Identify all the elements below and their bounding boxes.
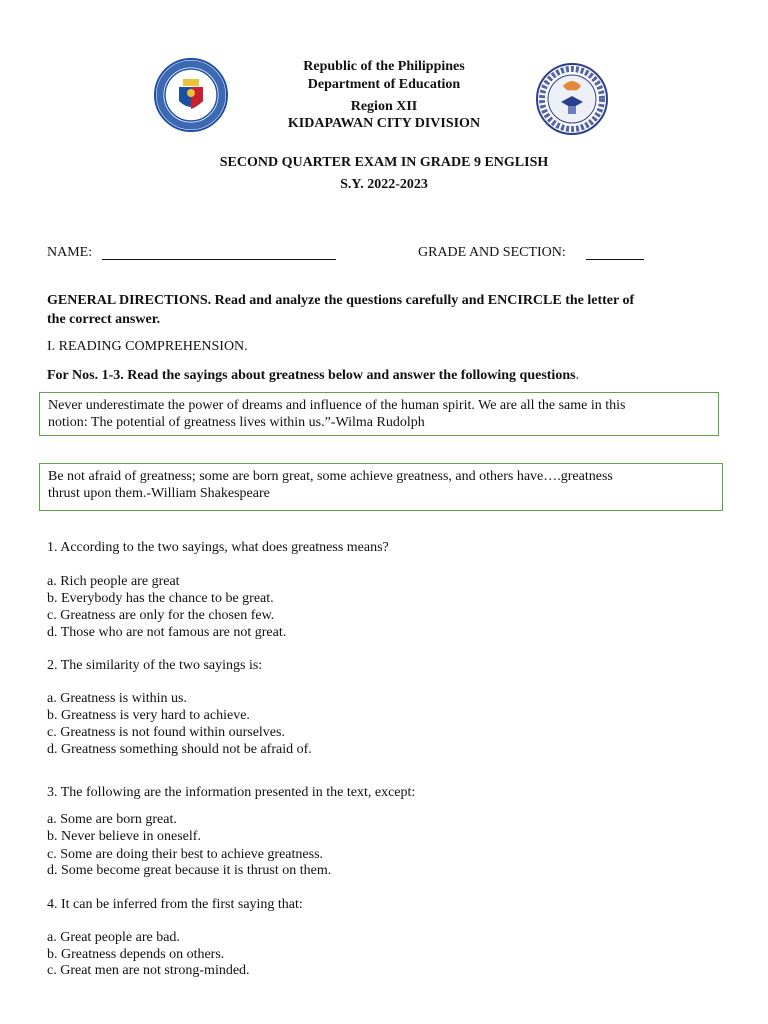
header-department: Department of Education bbox=[307, 77, 461, 92]
header-region: Region XII bbox=[350, 99, 418, 114]
instruction bbox=[47, 368, 579, 384]
question-4: 4. It can be inferred from the first saying that: bbox=[47, 897, 303, 912]
q4-option-c[interactable]: c. Great men are not strong-minded. bbox=[47, 963, 250, 978]
grade-section-blank-line[interactable] bbox=[586, 259, 644, 260]
section-heading: I. READING COMPREHENSION. bbox=[47, 339, 248, 354]
q1-option-b[interactable]: b. Everybody has the chance to be great. bbox=[47, 591, 274, 606]
exam-title: SECOND QUARTER EXAM IN GRADE 9 ENGLISH bbox=[219, 155, 549, 170]
name-label: NAME: bbox=[47, 245, 93, 260]
quote-shakespeare-line1: Be not afraid of greatness; some are born great, some achieve greatness, and others have….greatness bbox=[48, 469, 613, 484]
q3-option-d[interactable]: d. Some become great because it is thrust on them. bbox=[47, 863, 332, 878]
quote-rudolph-line2: notion: The potential of greatness lives within us.”-Wilma Rudolph bbox=[48, 415, 425, 430]
instruction-period: . bbox=[575, 368, 580, 383]
q4-option-a[interactable]: a. Great people are bad. bbox=[47, 930, 180, 945]
general-directions-line2: the correct answer. bbox=[47, 312, 161, 327]
q2-option-a[interactable]: a. Greatness is within us. bbox=[47, 691, 187, 706]
question-2: 2. The similarity of the two sayings is: bbox=[47, 658, 263, 673]
quote-rudolph-line1: Never underestimate the power of dreams and influence of the human spirit. We are all the same in this bbox=[48, 398, 626, 413]
q4-option-b[interactable]: b. Greatness depends on others. bbox=[47, 947, 225, 962]
q3-option-b[interactable]: b. Never believe in oneself. bbox=[47, 829, 201, 844]
q1-option-d[interactable]: d. Those who are not famous are not great. bbox=[47, 625, 287, 640]
quote-box-shakespeare bbox=[39, 463, 723, 511]
grade-section-label: GRADE AND SECTION: bbox=[418, 245, 566, 260]
question-1: 1. According to the two sayings, what does greatness means? bbox=[47, 540, 389, 555]
q3-option-c[interactable]: c. Some are doing their best to achieve greatness. bbox=[47, 847, 324, 862]
q2-option-b[interactable]: b. Greatness is very hard to achieve. bbox=[47, 708, 250, 723]
q2-option-c[interactable]: c. Greatness is not found within ourselves. bbox=[47, 725, 285, 740]
q2-option-d[interactable]: d. Greatness something should not be afraid of. bbox=[47, 742, 312, 757]
general-directions-line1: GENERAL DIRECTIONS. Read and analyze the questions carefully and ENCIRCLE the letter of bbox=[47, 293, 635, 308]
q3-option-a[interactable]: a. Some are born great. bbox=[47, 812, 177, 827]
name-blank-line[interactable] bbox=[102, 259, 336, 260]
question-3: 3. The following are the information presented in the text, except: bbox=[47, 785, 416, 800]
q1-option-a[interactable]: a. Rich people are great bbox=[47, 574, 180, 589]
header-country: Republic of the Philippines bbox=[303, 59, 465, 74]
quote-box-rudolph bbox=[39, 392, 719, 436]
instruction-text: For Nos. 1-3. Read the sayings about greatness below and answer the following questions bbox=[47, 368, 576, 383]
quote-shakespeare-line2: thrust upon them.-William Shakespeare bbox=[48, 486, 270, 501]
q1-option-c[interactable]: c. Greatness are only for the chosen few. bbox=[47, 608, 275, 623]
header-division: KIDAPAWAN CITY DIVISION bbox=[287, 116, 481, 131]
school-year: S.Y. 2022-2023 bbox=[340, 177, 428, 192]
